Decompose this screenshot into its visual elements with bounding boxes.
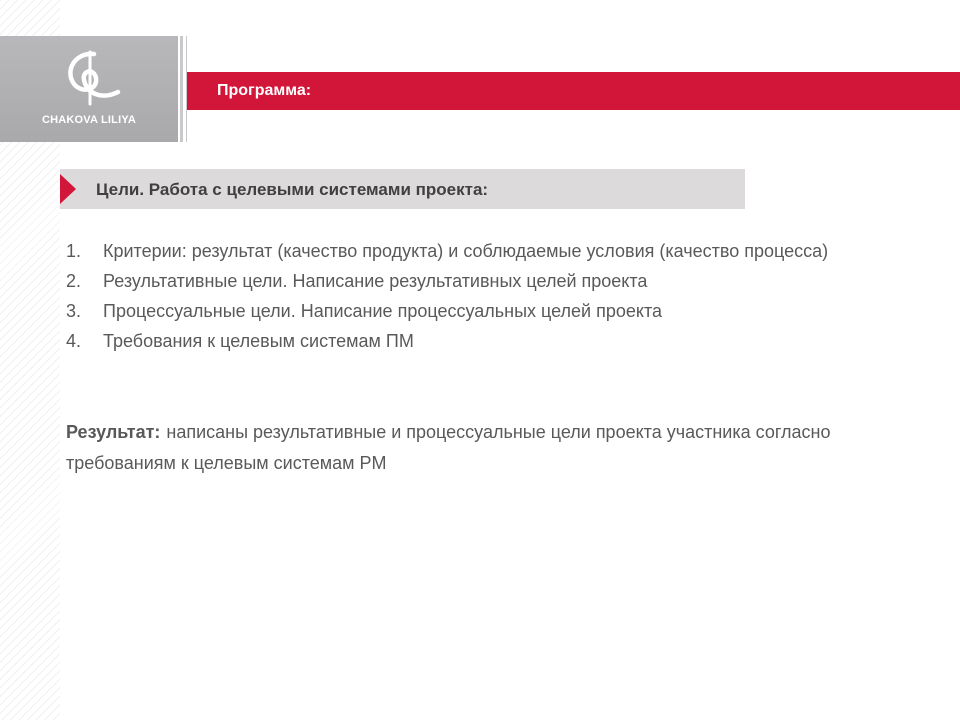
title-bar [187,72,960,110]
result-label: Результат: [66,422,161,442]
list-item-text: Требования к целевым системам ПМ [103,331,414,351]
page-title: Программа: [217,82,312,99]
logo-block [0,36,178,142]
logo-divider [180,36,183,142]
logo-text: CHAKOVA LILIYA [41,114,137,126]
list-item-text: Критерии: результат (качество продукта) и соблюдаемые условия (качество процесса) [103,241,829,261]
list-item-text: Процессуальные цели. Написание процессуальных целей проекта [103,301,663,321]
list-item [66,268,886,294]
list-item-number: 1. [66,241,82,261]
arrow-icon [60,174,76,204]
section-title: Цели. Работа с целевыми системами проекта: [96,180,489,199]
logo-mark-icon [60,48,122,106]
result-paragraph [66,417,896,479]
list-item [66,298,886,324]
list-item [66,238,886,264]
list-item-text: Результативные цели. Написание результативных целей проекта [103,271,648,291]
list-item-number: 3. [66,301,82,321]
list-item-number: 2. [66,271,82,291]
list-item-number: 4. [66,331,82,351]
program-list [66,238,886,358]
result-text: написаны результативные и процессуальные цели проекта участника согласно требованиям к целевым системам PM [66,422,831,473]
list-item [66,328,886,354]
section-header [60,169,745,209]
